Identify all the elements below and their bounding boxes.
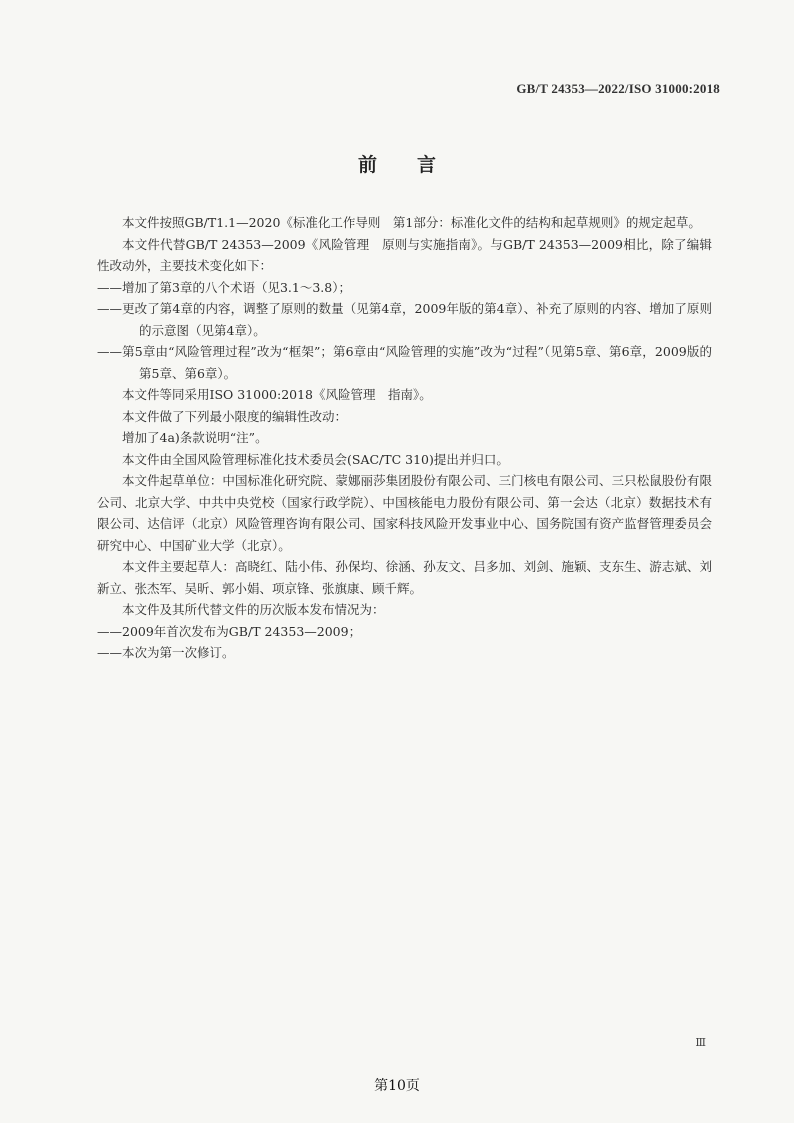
paragraph-drafters: 本文件主要起草人：高晓红、陆小伟、孙保均、徐涵、孙友文、吕多加、刘剑、施颖、支东生、游志斌、刘新立、张杰军、吴昕、郭小娟、项京锋、张旗康、顾千辉。 (97, 559, 712, 596)
page-title: 前言 (357, 154, 476, 176)
paragraph-drafting-units: 本文件起草单位：中国标准化研究院、蒙娜丽莎集团股份有限公司、三门核电有限公司、三只松鼠股份有限公司、北京大学、中共中央党校（国家行政学院）、中国核能电力股份有限公司、第一会达（北京）数据技术有限公司、达信评（北京）风险管理咨询有限公司、国家科技风险开发事业中心、国务院国有资产监督管理委员会研究中心、中国矿业大学（北京）。 (97, 473, 712, 553)
history-item-revision: ——本次为第一次修订。 (97, 645, 235, 660)
paragraph-history: 本文件及其所代替文件的历次版本发布情况为： (122, 602, 385, 617)
paragraph-proposed-by: 本文件由全国风险管理标准化技术委员会(SAC/TC 310)提出并归口。 (122, 451, 509, 467)
paragraph-drafting-rules: 本文件按照GB/T1.1—2020《标准化工作导则 第1部分：标准化文件的结构和起草规则》的规定起草。 (122, 215, 701, 230)
foreword-body (97, 212, 712, 664)
paragraph-replaces: 本文件代替GB/T 24353—2009《风险管理 原则与实施指南》。与GB/T 24353—2009相比，除了编辑性改动外，主要技术变化如下： (97, 236, 712, 273)
page-footer-number: 第10页 (374, 1078, 420, 1094)
history-item-2009: ——2009年首次发布为GB/T 24353—2009； (97, 623, 362, 639)
change-item-chapters: ——第5章由“风险管理过程”改为“框架”；第6章由“风险管理的实施”改为“过程”（见第5章、第6章，2009版的第5章、第6章）。 (97, 344, 712, 381)
change-item-terms: ——增加了第3章的八个术语（见3.1～3.8）； (97, 279, 351, 295)
change-item-principles: ——更改了第4章的内容，调整了原则的数量（见第4章，2009年版的第4章）、补充了原则的内容、增加了原则的示意图（见第4章）。 (97, 301, 712, 338)
standard-code: GB/T 24353—2022/ISO 31000:2018 (516, 81, 720, 96)
paragraph-editorial-changes: 本文件做了下列最小限度的编辑性改动： (122, 408, 348, 424)
roman-page-number: Ⅲ (695, 1037, 706, 1049)
paragraph-note-added: 增加了4a)条款说明“注”。 (122, 430, 268, 445)
paragraph-iso-adoption: 本文件等同采用ISO 31000:2018《风险管理 指南》。 (122, 387, 432, 402)
